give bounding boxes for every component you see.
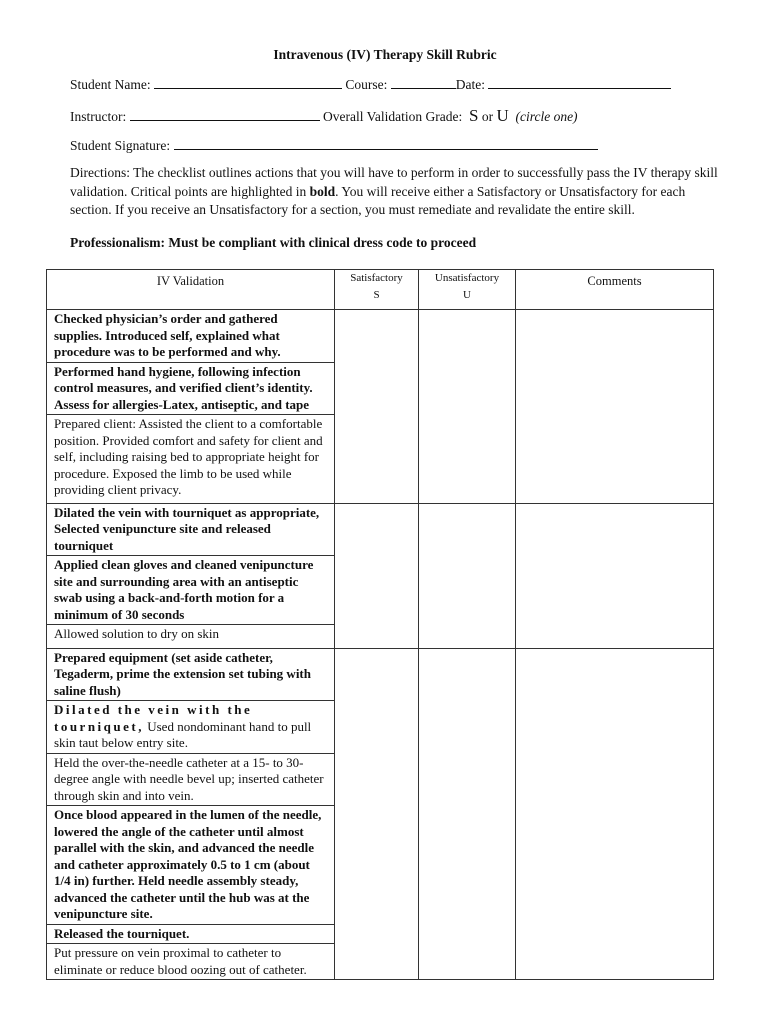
step-text-rest: Used nondominant hand to pull skin taut below entry site. xyxy=(54,718,312,750)
signature-label: Student Signature: xyxy=(70,138,171,153)
grade-option-s[interactable]: S xyxy=(468,106,479,125)
student-info-line xyxy=(70,76,671,93)
col-header-satisfactory: Satisfactory S xyxy=(335,270,419,310)
validation-cell xyxy=(47,503,335,648)
comments-cell[interactable] xyxy=(516,648,714,980)
grade-or: or xyxy=(481,109,494,124)
table-row xyxy=(47,310,714,504)
signature-field[interactable] xyxy=(174,137,598,150)
grade-option-u[interactable]: U xyxy=(496,106,509,125)
comments-cell[interactable] xyxy=(516,310,714,504)
step-text: Prepared equipment (set aside catheter, Tegaderm, prime the extension set tubing with saline flush) xyxy=(54,649,311,698)
instructor-field[interactable] xyxy=(130,108,320,121)
step-text: Dilated the vein with tourniquet as appropriate, Selected venipuncture site and released tourniquet xyxy=(54,504,320,553)
step-text: Allowed solution to dry on skin xyxy=(47,624,334,648)
validation-cell xyxy=(47,648,335,980)
step-text: Held the over-the-needle catheter at a 15- to 30-degree angle with needle bevel up; inserted catheter through skin and into vein. xyxy=(47,753,334,806)
unsatisfactory-cell[interactable] xyxy=(419,310,516,504)
col-header-comments: Comments xyxy=(516,270,714,310)
circle-one-note: (circle one) xyxy=(515,109,578,124)
satisfactory-cell[interactable] xyxy=(335,503,419,648)
course-field[interactable] xyxy=(391,76,456,89)
step-text: Checked physician’s order and gathered supplies. Introduced self, explained what procedure was to be performed and why. xyxy=(54,311,281,359)
date-field[interactable] xyxy=(488,76,671,89)
instructor-label: Instructor: xyxy=(70,109,127,124)
unsatisfactory-cell[interactable] xyxy=(419,648,516,980)
table-header-row xyxy=(47,270,714,310)
rubric-table xyxy=(46,269,714,980)
directions-text-1: Directions: The checklist outlines actions that you will have to perform in order to successfully pass the IV therapy skill validation. Critical points are highlighted in xyxy=(70,165,718,199)
table-row xyxy=(47,503,714,648)
instructor-line xyxy=(70,106,578,126)
document-title: Intravenous (IV) Therapy Skill Rubric xyxy=(273,47,497,62)
directions-paragraph xyxy=(70,164,720,220)
satisfactory-cell[interactable] xyxy=(335,648,419,980)
overall-grade-label: Overall Validation Grade: xyxy=(323,109,463,124)
step-text: Prepared client: Assisted the client to a comfortable position. Provided comfort and safety for client and self, including raising bed to appropriate height for procedure. Exposed the limb to be used while providing client privacy. xyxy=(47,414,334,503)
unsatisfactory-cell[interactable] xyxy=(419,503,516,648)
step-text: Put pressure on vein proximal to catheter to eliminate or reduce blood oozing out of catheter. xyxy=(47,943,334,979)
signature-line xyxy=(70,137,598,154)
validation-cell xyxy=(47,310,335,504)
student-name-field[interactable] xyxy=(154,76,342,89)
step-text: Performed hand hygiene, following infection control measures, and verified client’s identity. Assess for allergies-Latex, antiseptic, and tape xyxy=(47,362,334,415)
step-text: Released the tourniquet. xyxy=(47,924,334,944)
comments-cell[interactable] xyxy=(516,503,714,648)
step-text: Applied clean gloves and cleaned venipuncture site and surrounding area with an antiseptic swab using a back-and-forth motion for a minimum of 30 seconds xyxy=(47,555,334,624)
directions-text-2: . You will receive either a Satisfactory or Unsatisfactory for each section. If you receive an Unsatisfactory for a section, you must remediate and revalidate the entire skill. xyxy=(70,183,686,217)
date-label: Date: xyxy=(455,77,485,92)
student-name-label: Student Name: xyxy=(70,77,151,92)
table-row xyxy=(47,648,714,980)
step-text-bold: Dilated the vein with the tourniquet, xyxy=(54,702,253,734)
course-label: Course: xyxy=(345,77,388,92)
step-text xyxy=(47,700,334,753)
professionalism-heading: Professionalism: Must be compliant with clinical dress code to proceed xyxy=(70,235,477,250)
directions-bold-word: bold xyxy=(309,183,336,199)
col-header-unsatisfactory: Unsatisfactory U xyxy=(419,270,516,310)
col-header-validation: IV Validation xyxy=(47,270,335,310)
satisfactory-cell[interactable] xyxy=(335,310,419,504)
step-text: Once blood appeared in the lumen of the needle, lowered the angle of the catheter until almost parallel with the skin, and advanced the needle and catheter approximately 0.5 to 1 cm (about 1/4 in) further. Held needle assembly steady, advanced the catheter until the hub was at the venipuncture site. xyxy=(47,805,334,924)
